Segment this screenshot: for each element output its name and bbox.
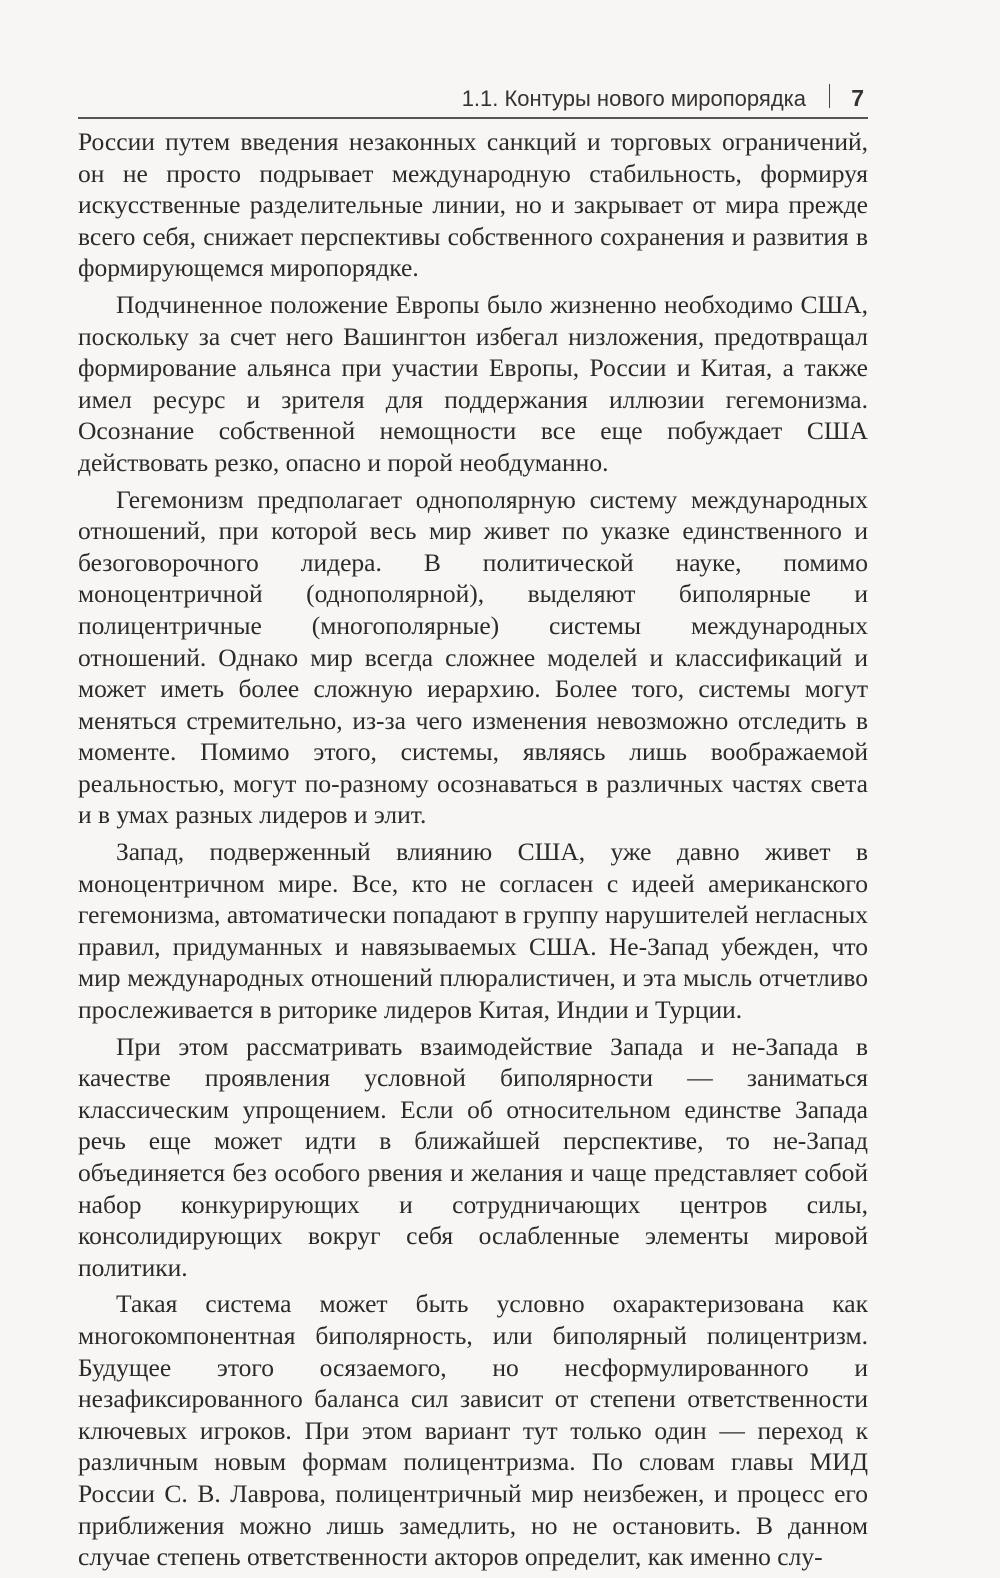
paragraph-6: Такая система может быть условно охарактеризована как многокомпонентная биполярность, или биполярный полицентризм. Будущее этого осязаемого, но несформулированного и незафиксированного баланса сил зависит от степени ответственности ключевых игроков. При этом вариант тут только один — переход к различным новым формам полицентризма. По словам главы МИД России С. В. Лаврова, полицентричный мир неизбежен, и процесс его приближения можно лишь замедлить, но не остановить. В данном случае степень ответственности акторов определит, как именно слу- bbox=[78, 1289, 868, 1572]
page-number: 7 bbox=[851, 85, 864, 111]
paragraph-5: При этом рассматривать взаимодействие Запада и не-Запада в качестве проявления условной биполярности — заниматься классическим упрощением. Если об относительном единстве Запада речь еще может идти в ближайшей перспективе, то не-Запад объединяется без особого рвения и желания и чаще представляет собой набор конкурирующих и сотрудничающих центров силы, консолидирующих вокруг себя ослабленные элементы мировой политики. bbox=[78, 1031, 868, 1282]
running-header bbox=[78, 82, 868, 118]
section-title: 1.1. Контуры нового миропорядка bbox=[461, 86, 806, 111]
paragraph-4: Запад, подверженный влиянию США, уже давно живет в моноцентричном мире. Все, кто не согласен с идеей американского гегемонизма, автоматически попадают в группу нарушителей негласных правил, придуманных и навязываемых США. Не-Запад убежден, что мир международных отношений плюралистичен, и эта мысль отчетливо прослеживается в риторике лидеров Китая, Индии и Турции. bbox=[78, 837, 868, 1025]
paragraph-1: России путем введения незаконных санкций и торговых ограничений, он не просто подрывает международную стабильность, формируя искусственные разделительные линии, но и закрывает от мира прежде всего себя, снижает перспективы собственного сохранения и развития в формирующемся миропорядке. bbox=[78, 127, 868, 283]
paragraph-2: Подчиненное положение Европы было жизненно необходимо США, поскольку за счет него Вашингтон избегал низложения, предотвращал формирование альянса при участии Европы, России и Китая, а также имел ресурс и зрителя для поддержания иллюзии гегемонизма. Осознание собственной немощности все еще побуждает США действовать резко, опасно и порой необдуманно. bbox=[78, 289, 868, 477]
body-text bbox=[78, 126, 868, 1578]
header-separator bbox=[829, 84, 831, 108]
paragraph-3: Гегемонизм предполагает однополярную систему международных отношений, при которой весь мир живет по указке единственного и безоговорочного лидера. В политической науке, помимо моноцентричной (однополярной), выделяют биполярные и полицентричные (многополярные) системы международных отношений. Однако мир всегда сложнее моделей и классификаций и может иметь более сложную иерархию. Более того, системы могут меняться стремительно, из-за чего изменения невозможно отследить в моменте. Помимо этого, системы, являясь лишь воображаемой реальностью, могут по-разному осознаваться в различных частях света и в умах разных лидеров и элит. bbox=[78, 484, 868, 830]
header-rule bbox=[78, 117, 868, 119]
